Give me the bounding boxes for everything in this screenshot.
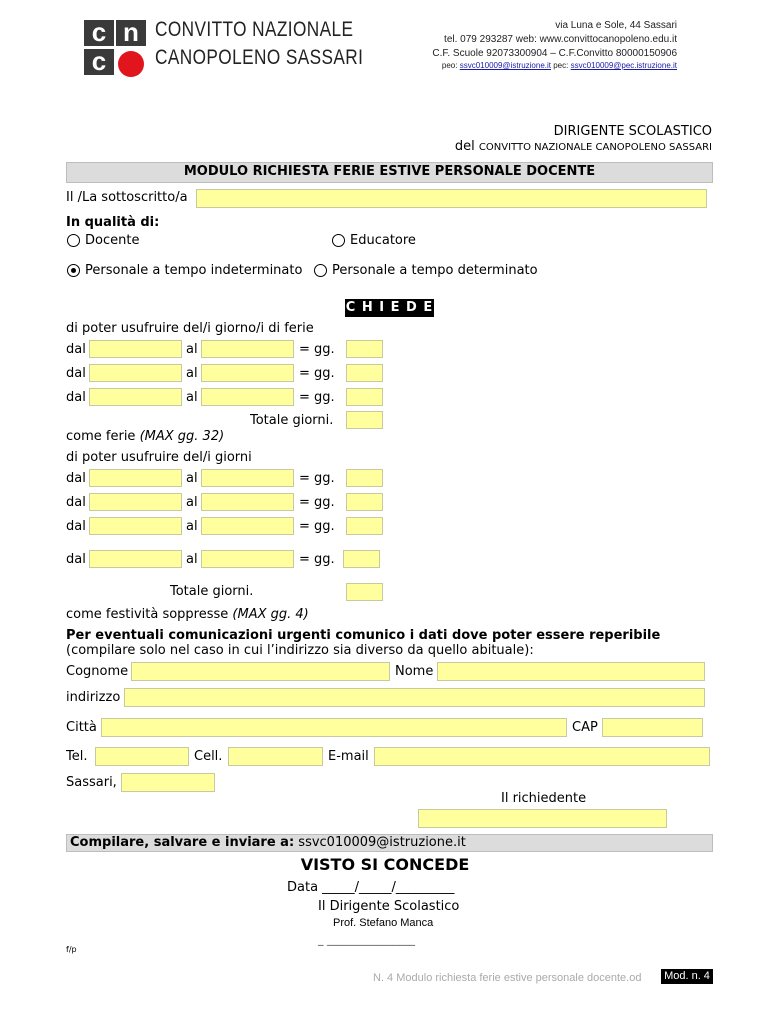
quality-label: In qualità di: — [66, 215, 160, 230]
ferie-al-label: al — [186, 366, 198, 381]
fest-dal-label: dal — [66, 519, 86, 534]
fest-dal-input[interactable] — [89, 517, 182, 535]
fest-dal-input[interactable] — [89, 469, 182, 487]
fest-dal-label: dal — [66, 471, 86, 486]
festivita-note-prefix: come festività soppresse — [66, 607, 233, 622]
radio-determinato[interactable] — [314, 264, 327, 277]
address: via Luna e Sole, 44 Sassari — [555, 20, 677, 31]
fest-gg-label: = gg. — [299, 519, 335, 534]
ferie-note-max: (MAX gg. 32) — [139, 429, 225, 444]
fest-gg-label: = gg. — [299, 471, 335, 486]
logo-letter-n: n — [116, 20, 146, 46]
ferie-al-label: al — [186, 390, 198, 405]
pec-line — [442, 61, 677, 70]
fest-gg-input[interactable] — [346, 493, 383, 511]
footer-mod-badge: Mod. n. 4 — [661, 969, 713, 984]
recipient-title: DIRIGENTE SCOLASTICO — [553, 124, 712, 139]
citta-input[interactable] — [101, 718, 567, 737]
approval-date: Data _____/_____/_________ — [287, 880, 455, 895]
ferie-total-input[interactable] — [346, 411, 383, 429]
approval-title: VISTO SI CONCEDE — [300, 855, 470, 874]
ferie-dal-label: dal — [66, 342, 86, 357]
docente-label: Docente — [85, 233, 140, 248]
fest-al-input[interactable] — [201, 550, 294, 568]
approval-name: Prof. Stefano Manca — [333, 917, 434, 929]
festivita-total-input[interactable] — [346, 583, 383, 601]
cell-input[interactable] — [228, 747, 323, 766]
citta-label: Città — [66, 720, 97, 735]
recipient-school-line — [455, 139, 712, 156]
nome-label: Nome — [395, 664, 434, 679]
fest-al-label: al — [186, 552, 198, 567]
festivita-note-max: (MAX gg. 4) — [232, 607, 309, 622]
richiedente-label: Il richiedente — [501, 791, 587, 806]
email-input[interactable] — [374, 747, 710, 766]
ferie-total-label: Totale giorni. — [250, 413, 334, 428]
logo-letter-c: c — [84, 20, 114, 46]
fest-al-label: al — [186, 495, 198, 510]
ferie-al-input[interactable] — [201, 364, 294, 382]
footer-doc-name: N. 4 Modulo richiesta ferie estive personale docente.od — [373, 972, 642, 984]
recipient-school: CONVITTO NAZIONALE CANOPOLENO SASSARI — [478, 142, 712, 153]
contact-subheading: (compilare solo nel caso in cui l’indirizzo sia diverso da quello abituale): — [66, 643, 534, 658]
ferie-intro: di poter usufruire del/i giorno/i di ferie — [66, 321, 314, 336]
ferie-gg-label: = gg. — [299, 366, 335, 381]
ferie-gg-label: = gg. — [299, 390, 335, 405]
tel-label: Tel. — [66, 749, 88, 764]
ferie-gg-input[interactable] — [346, 364, 383, 382]
approval-dirigente: Il Dirigente Scolastico — [318, 899, 460, 914]
chiede-heading: C H I E D E — [345, 300, 434, 315]
cognome-input[interactable] — [131, 662, 390, 681]
fest-gg-input[interactable] — [343, 550, 380, 568]
fest-gg-label: = gg. — [299, 495, 335, 510]
fest-gg-input[interactable] — [346, 469, 383, 487]
fest-al-label: al — [186, 519, 198, 534]
ferie-dal-input[interactable] — [89, 364, 182, 382]
ferie-gg-input[interactable] — [346, 388, 383, 406]
cf-codes: C.F. Scuole 92073300904 – C.F.Convitto 80000150906 — [432, 48, 677, 59]
form-title: MODULO RICHIESTA FERIE ESTIVE PERSONALE DOCENTE — [183, 164, 596, 179]
ferie-note — [66, 429, 224, 445]
approval-signature-line: _ ________________ — [318, 933, 415, 946]
fest-gg-label: = gg. — [299, 552, 335, 567]
determinato-label: Personale a tempo determinato — [332, 263, 538, 278]
ferie-gg-input[interactable] — [346, 340, 383, 358]
signatory-label: Il /La sottoscritto/a — [66, 190, 188, 205]
cap-label: CAP — [572, 720, 598, 735]
recipient-del: del — [454, 139, 475, 154]
tel-input[interactable] — [95, 747, 189, 766]
submit-line — [70, 835, 466, 851]
ferie-dal-input[interactable] — [89, 340, 182, 358]
signature-input[interactable] — [418, 809, 667, 828]
ferie-dal-input[interactable] — [89, 388, 182, 406]
nome-input[interactable] — [437, 662, 705, 681]
festivita-intro: di poter usufruire del/i giorni — [66, 450, 252, 465]
radio-indeterminato[interactable] — [67, 264, 80, 277]
logo-letter-c2: c — [84, 49, 114, 75]
cognome-label: Cognome — [66, 664, 129, 679]
logo-line2: CANOPOLENO SASSARI — [155, 46, 364, 69]
fest-dal-label: dal — [66, 552, 86, 567]
pec-label1: peo: — [441, 61, 458, 70]
fest-al-input[interactable] — [201, 469, 294, 487]
submit-email[interactable]: ssvc010009@istruzione.it — [298, 835, 466, 850]
fest-al-input[interactable] — [201, 517, 294, 535]
fest-dal-label: dal — [66, 495, 86, 510]
festivita-note — [66, 607, 309, 623]
pec-link1[interactable]: ssvc010009@istruzione.it — [459, 61, 551, 70]
ferie-dal-label: dal — [66, 390, 86, 405]
indeterminato-label: Personale a tempo indeterminato — [85, 263, 303, 278]
tel-web: tel. 079 293287 web: www.convittocanopoleno.edu.it — [444, 34, 677, 45]
ferie-al-label: al — [186, 342, 198, 357]
submit-label: Compilare, salvare e inviare a: — [70, 835, 295, 850]
cell-label: Cell. — [194, 749, 223, 764]
place-label: Sassari, — [66, 775, 117, 790]
fest-dal-input[interactable] — [89, 493, 182, 511]
date-input[interactable] — [121, 773, 215, 792]
indirizzo-label: indirizzo — [66, 690, 121, 705]
ferie-dal-label: dal — [66, 366, 86, 381]
fp-mark: f/p — [66, 945, 77, 954]
email-label: E-mail — [328, 749, 369, 764]
pec-label2: pec: — [553, 61, 569, 70]
ferie-note-prefix: come ferie — [66, 429, 140, 444]
ferie-al-input[interactable] — [201, 340, 294, 358]
festivita-total-label: Totale giorni. — [170, 584, 254, 599]
indirizzo-input[interactable] — [124, 688, 705, 707]
educatore-label: Educatore — [350, 233, 416, 248]
radio-educatore[interactable] — [332, 234, 345, 247]
ferie-gg-label: = gg. — [299, 342, 335, 357]
cap-input[interactable] — [602, 718, 703, 737]
logo-red-dot — [118, 51, 144, 77]
pec-link2[interactable]: ssvc010009@pec.istruzione.it — [570, 61, 677, 70]
logo-line1: CONVITTO NAZIONALE — [155, 18, 354, 41]
fest-al-input[interactable] — [201, 493, 294, 511]
contact-heading: Per eventuali comunicazioni urgenti comunico i dati dove poter essere reperibile — [66, 628, 661, 643]
signatory-input[interactable] — [196, 189, 707, 208]
fest-dal-input[interactable] — [89, 550, 182, 568]
ferie-al-input[interactable] — [201, 388, 294, 406]
fest-gg-input[interactable] — [346, 517, 383, 535]
radio-docente[interactable] — [67, 234, 80, 247]
fest-al-label: al — [186, 471, 198, 486]
